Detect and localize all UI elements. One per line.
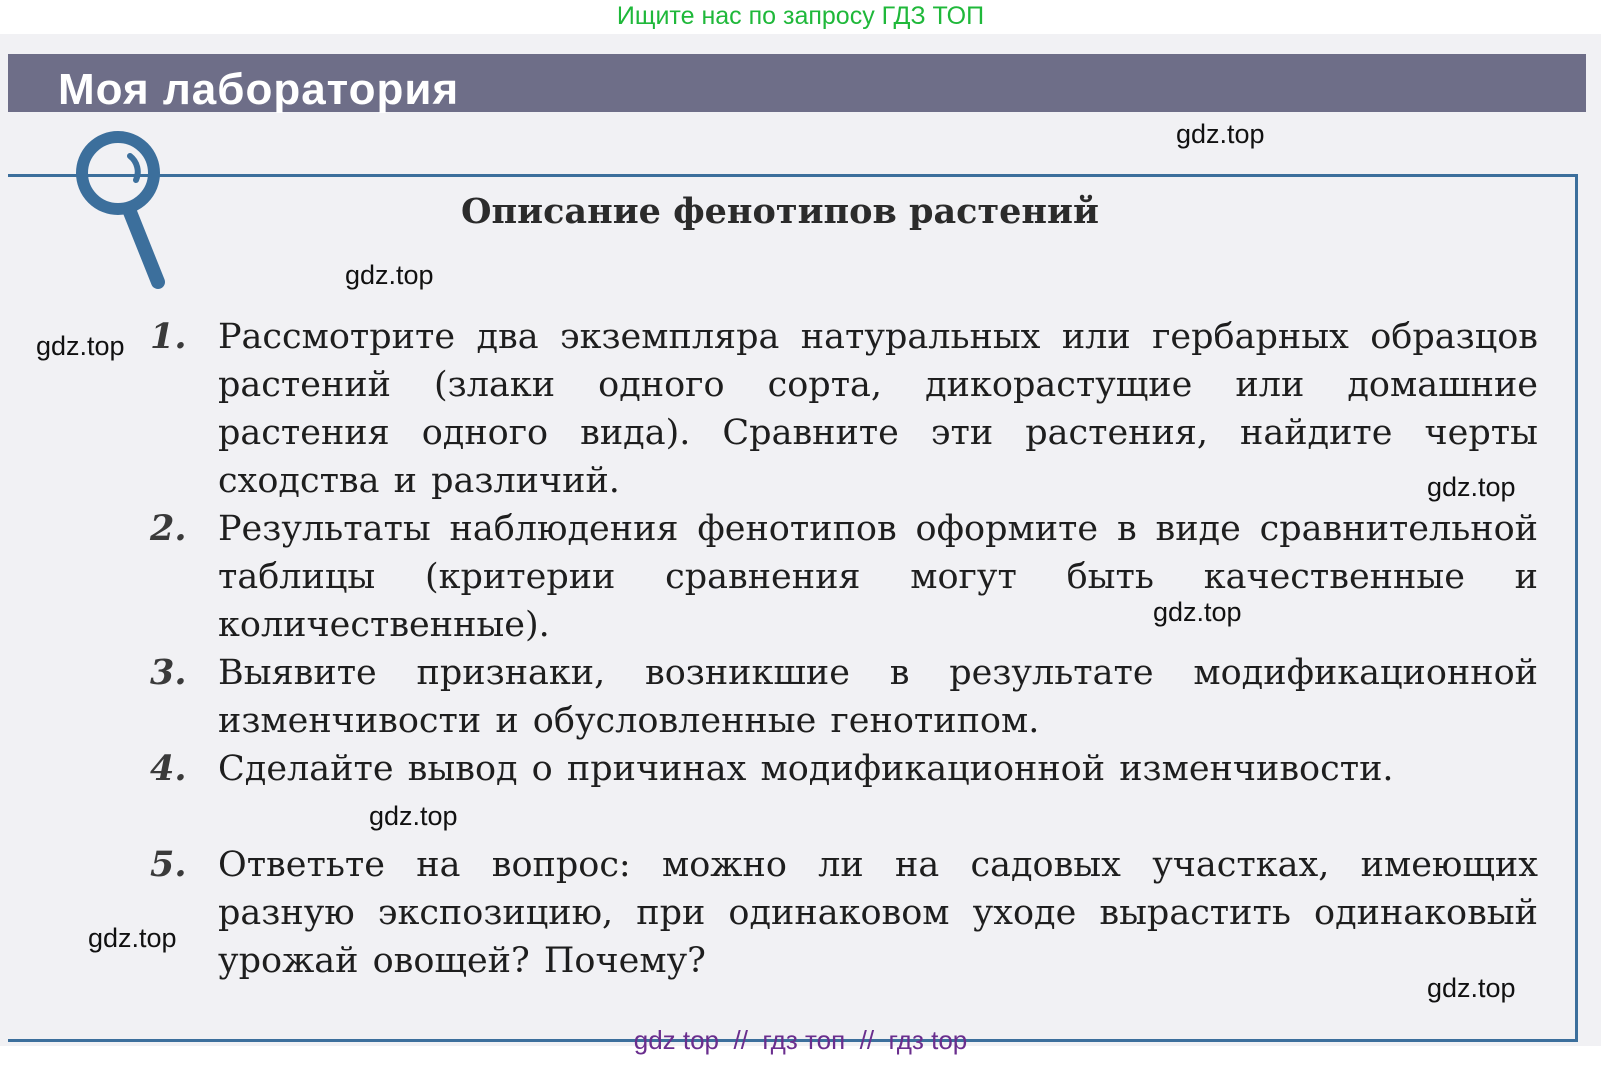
watermark: gdz.top [1427, 973, 1516, 1003]
task-number: 3. [150, 652, 187, 693]
task-text: Результаты наблюдения фенотипов оформите в виде сравнительной таблицы (критерии сравнения могут быть качественные и количественные). [218, 509, 1538, 645]
watermark: gdz.top [369, 801, 458, 831]
magnifying-glass-icon [70, 128, 180, 298]
task-text: Рассмотрите два экземпляра натуральных или гербарных образцов растений (злаки одного сорта, дикорастущие или домашние растения одного вида). Сравните эти растения, найдите черты сходства и различий. [218, 317, 1538, 501]
task-number: 4. [150, 748, 187, 789]
top-banner: Ищите нас по запросу ГДЗ ТОП [616, 2, 985, 30]
section-title: Описание фенотипов растений [461, 191, 1099, 232]
lab-title: Моя лаборатория [58, 65, 460, 114]
bottom-banner [0, 1024, 1601, 1081]
task-number: 5. [150, 844, 187, 885]
watermark: gdz.top [1153, 597, 1242, 627]
watermark: gdz.top [88, 923, 177, 953]
watermark: gdz.top [345, 260, 434, 290]
task-text: Сделайте вывод о причинах модификационной изменчивости. [218, 749, 1394, 789]
watermark: gdz.top [1176, 119, 1265, 149]
lab-header-bar [8, 54, 1586, 112]
task-number: 2. [150, 508, 187, 549]
watermark: gdz.top [1427, 472, 1516, 502]
bottom-banner-text: gdz top // гдз топ // гдз top [633, 1025, 968, 1055]
task-text: Ответьте на вопрос: можно ли на садовых участках, имеющих разную экспозицию, при одинаковом уходе вырастить одинаковый урожай овощей? Почему? [218, 845, 1538, 981]
task-number: 1. [150, 316, 187, 357]
watermark: gdz.top [36, 331, 125, 361]
task-text: Выявите признаки, возникшие в результате модификационной изменчивости и обусловленные генотипом. [218, 653, 1538, 741]
